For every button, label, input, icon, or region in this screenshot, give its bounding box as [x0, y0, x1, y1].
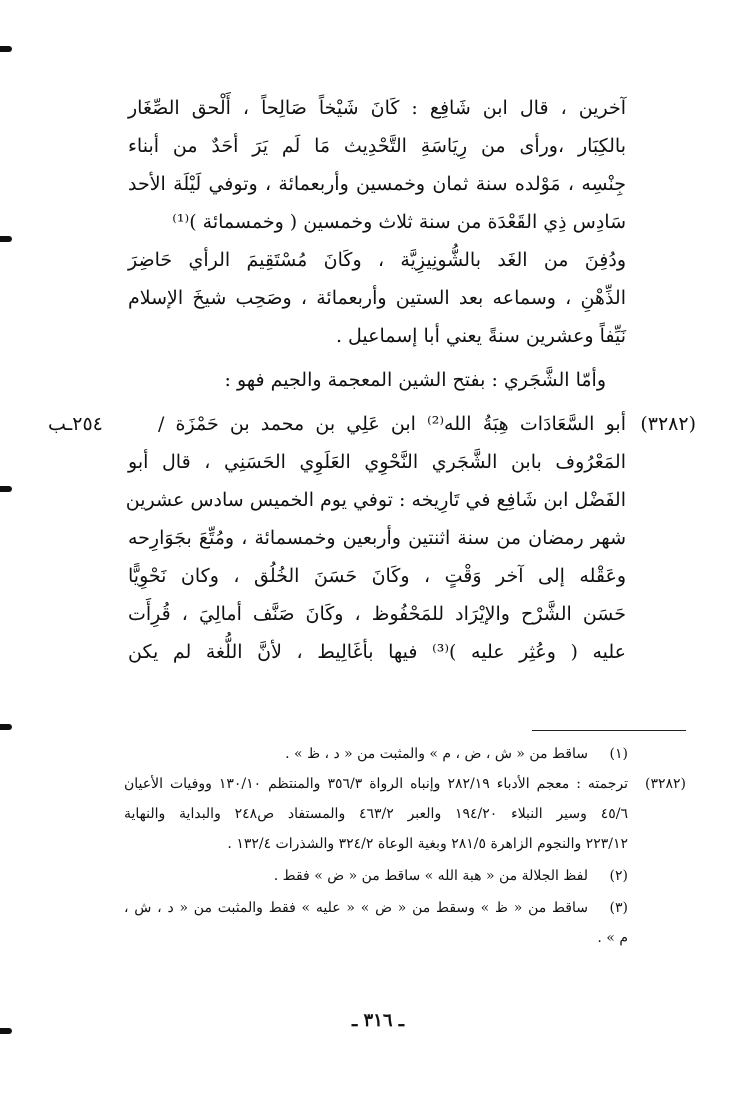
binding-mark [0, 724, 12, 730]
entry-line: حَسَن الشَّرْح والإيْرَاد للمَحْفُوظ ، وكَانَ صَنَّف أمالِيَ ، قُرِأَت [128, 603, 626, 625]
binding-mark [0, 46, 12, 52]
footnote-text: ساقط من « ش ، ض ، م » والمثبت من « د ، ظ » . [285, 746, 588, 762]
entry-line: شهر رمضان من سنة اثنتين وأربعين وخمسمائة ، ومُتِّعَ بجَوَارِحه [128, 527, 626, 549]
section-intro: وأمّا الشَّجَري : بفتح الشين المعجمة والجيم فهو : [224, 369, 606, 391]
binding-mark [0, 236, 12, 242]
paragraph-line: جِنْسِه ، مَوْلده سنة ثمان وخمسين وأربعمائة ، وتوفي لَيْلَة الأحد [128, 173, 626, 195]
footnote-text: ٢٢٣/١٢ والنجوم الزاهرة ٢٨١/٥ وبغية الوعاة ٣٢٤/٢ والشذرات ١٣٢/٤ . [227, 836, 628, 852]
footnote-label: (١) [609, 746, 628, 762]
paragraph-line: بالكِبَار ،ورأى من رِيَاسَةِ التَّحْدِيث مَا لَم يَرَ أحَدٌ من أبناء [128, 135, 626, 157]
entry-line: عليه ( وعُثِر عليه )⁽³⁾ فيها بأغَالِيط ، لأنَّ اللُّغة لم يكن [128, 641, 626, 663]
entry-line: المَعْرُوف بابن الشَّجَري النَّحْوِي العَلَوِي الحَسَنِي ، قال أبو [128, 451, 626, 473]
entry-line: أبو السَّعَادَات هِبَةُ الله⁽²⁾ ابن عَلِي بن محمد بن حَمْزَة / [158, 413, 626, 435]
folio-marker: ٢٥٤ـب [48, 413, 103, 435]
paragraph-line: ودُفِنَ من الغَد بالشُّونِيزِيَّة ، وكَانَ مُسْتَقِيمَ الرأي حَاضِرَ [128, 249, 626, 271]
footnote-divider [532, 730, 686, 731]
entry-line: وعَقْله إلى آخر وَقْتٍ ، وكَانَ حَسَنَ الخُلُق ، وكان نَحْوِيًّا [128, 565, 626, 587]
footnote-text: لفظ الجلالة من « هبة الله » ساقط من « ض » فقط . [273, 868, 588, 884]
entry-number: (٣٢٨٢) [640, 413, 696, 435]
footnote-label: (٣٢٨٢) [644, 776, 686, 792]
footnote-text: ٤٥/٦ وسير النبلاء ١٩٤/٢٠ والعبر ٤٦٣/٢ والمستفاد ص٢٤٨ والبداية والنهاية [124, 806, 628, 822]
footnote-label: (٢) [609, 868, 628, 884]
paragraph-line: آخرين ، قال ابن شَافِع : كَانَ شَيْخاً صَالِحاً ، أَلْحق الصِّغَار [128, 97, 626, 119]
footnote-text: ساقط من « ظ » وسقط من « ض » « عليه » فقط والمثبت من « د ، ش ، [124, 900, 588, 916]
footnote-label: (٣) [609, 900, 628, 916]
page-number: ـ ٣١٦ ـ [351, 1010, 405, 1031]
paragraph-line: سَادِس ذِي القَعْدَة من سنة ثلاث وخمسين ( وخمسمائة )⁽¹⁾ [172, 211, 626, 233]
paragraph-line: الذِّهْنِ ، وسماعه بعد الستين وأربعمائة ، وصَحِب شيخَ الإسلام [128, 287, 626, 309]
binding-mark [0, 486, 12, 492]
paragraph-line: نَيِّفاً وعشرين سنةً يعني أبا إسماعيل . [335, 325, 626, 347]
entry-line: الفَضْل ابن شَافِع في تَارِيخه : توفي يوم الخميس سادس عشرين [125, 489, 626, 511]
footnote-text: ترجمته : معجم الأدباء ٢٨٢/١٩ وإنباه الرواة ٣٥٦/٣ والمنتظم ١٣٠/١٠ ووفيات الأعيان [124, 776, 628, 792]
footnote-text: م » . [597, 930, 628, 946]
